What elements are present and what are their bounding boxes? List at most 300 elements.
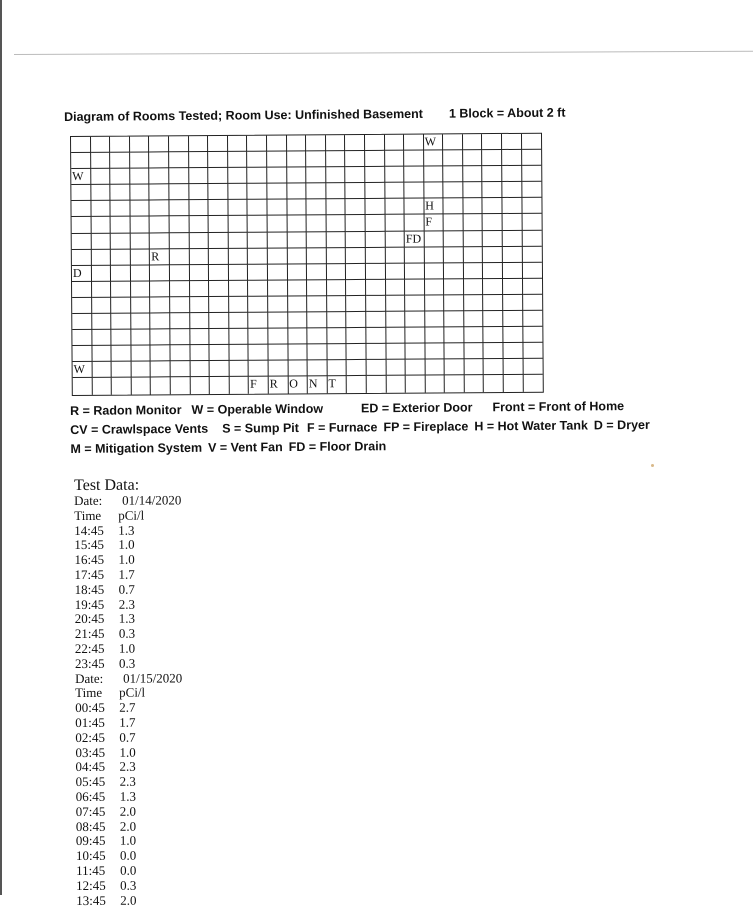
grid-cell [445, 376, 465, 392]
reading-row [76, 863, 183, 878]
grid-cell [405, 279, 425, 295]
grid-cell [346, 199, 366, 215]
grid-cell [385, 199, 405, 215]
reading-row [76, 893, 183, 908]
grid-cell [385, 151, 405, 167]
reading-value: 2.3 [119, 773, 136, 789]
grid-cell [366, 231, 386, 247]
reading-value: 2.0 [119, 803, 137, 819]
reading-value: 2.7 [119, 699, 136, 715]
grid-cell [307, 200, 327, 216]
grid-cell [130, 169, 150, 185]
grid-cell [209, 249, 229, 265]
grid-cell [327, 344, 347, 360]
grid-cell [425, 279, 445, 295]
grid-cell [464, 343, 484, 359]
grid-cell [151, 329, 171, 345]
grid-cell [268, 329, 288, 345]
grid-cell [347, 376, 367, 392]
grid-cell [347, 360, 367, 376]
grid-cell [267, 168, 287, 184]
grid-cell [71, 137, 91, 153]
time-header: Time [75, 685, 103, 701]
grid-cell [73, 378, 93, 394]
grid-cell [386, 280, 406, 296]
grid-cell [385, 263, 405, 279]
grid-marker: N [308, 377, 328, 393]
date-label: Date: [74, 492, 103, 508]
reading-value: 2.3 [118, 596, 135, 612]
diagram-title-line [64, 106, 566, 124]
grid-cell [228, 152, 248, 168]
grid-cell [308, 361, 328, 377]
grid-cell [326, 183, 346, 199]
grid-cell [347, 312, 367, 328]
grid-cell [170, 345, 190, 361]
grid-cell [189, 265, 209, 281]
grid-cell [522, 198, 542, 214]
grid-cell [112, 362, 132, 378]
grid-marker: F [424, 215, 444, 231]
date-row [75, 671, 182, 686]
grid-cell [131, 313, 151, 329]
grid-cell [503, 295, 523, 311]
grid-cell [523, 375, 543, 391]
reading-value: 1.3 [118, 611, 136, 627]
grid-cell [111, 233, 131, 249]
grid-cell [425, 360, 445, 376]
grid-cell [169, 152, 189, 168]
grid-cell [92, 378, 112, 394]
grid-cell [170, 249, 190, 265]
grid-cell [287, 264, 307, 280]
grid-cell [345, 135, 365, 151]
grid-cell [307, 232, 327, 248]
grid-cell [483, 166, 503, 182]
grid-cell [504, 375, 524, 391]
reading-value: 0.0 [120, 862, 137, 878]
grid-cell [482, 134, 502, 150]
grid-cell [130, 136, 150, 152]
grid-cell [404, 151, 424, 167]
grid-cell [130, 153, 150, 169]
grid-cell [483, 247, 503, 263]
grid-cell [483, 182, 503, 198]
grid-cell [288, 280, 308, 296]
grid-cell [71, 201, 91, 217]
grid-cell [287, 135, 307, 151]
grid-cell [267, 184, 287, 200]
grid-cell [444, 215, 464, 231]
grid-cell [111, 265, 131, 281]
legend-item: ED = Exterior Door [360, 400, 473, 416]
grid-cell [444, 279, 464, 295]
reading-time: 14:45 [74, 522, 104, 538]
grid-cell [170, 281, 190, 297]
reading-time: 02:45 [75, 729, 106, 745]
grid-cell [71, 185, 91, 201]
grid-cell [248, 200, 268, 216]
reading-time: 04:45 [75, 759, 106, 775]
grid-cell [327, 264, 347, 280]
reading-row [75, 597, 182, 612]
grid-cell [425, 263, 445, 279]
grid-cell [229, 345, 249, 361]
grid-cell [504, 343, 524, 359]
grid-cell [190, 377, 210, 393]
grid-cell [464, 231, 484, 247]
grid-cell [386, 376, 406, 392]
grid-cell [484, 295, 504, 311]
grid-cell [385, 231, 405, 247]
reading-row [74, 567, 181, 582]
reading-row [76, 775, 183, 790]
grid-cell [346, 232, 366, 248]
grid-cell [170, 217, 190, 233]
grid-cell [463, 166, 483, 182]
grid-cell [131, 330, 151, 346]
grid-cell [306, 151, 326, 167]
grid-cell [425, 295, 445, 311]
grid-cell [444, 247, 464, 263]
grid-cell [72, 217, 92, 233]
grid-cell [190, 345, 210, 361]
grid-cell [269, 361, 289, 377]
legend [64, 397, 650, 459]
legend-item: M = Mitigation System [70, 440, 203, 456]
grid-cell [503, 214, 523, 230]
grid-cell [483, 279, 503, 295]
grid-cell [210, 345, 230, 361]
grid-cell [385, 183, 405, 199]
grid-cell [130, 233, 150, 249]
grid-cell [150, 233, 170, 249]
grid-cell [210, 377, 230, 393]
grid-cell [72, 250, 92, 266]
grid-cell [171, 361, 191, 377]
grid-cell [228, 200, 248, 216]
reading-time: 08:45 [75, 818, 106, 834]
grid-cell [170, 329, 190, 345]
grid-cell [190, 297, 210, 313]
legend-item: FP = Fireplace [383, 419, 469, 435]
grid-cell [444, 166, 464, 182]
grid-cell [111, 185, 131, 201]
grid-cell [288, 345, 308, 361]
grid-cell [522, 214, 542, 230]
test-data-heading: Test Data: [74, 476, 140, 494]
grid-cell [425, 311, 445, 327]
grid-cell [306, 135, 326, 151]
grid-cell [327, 280, 347, 296]
grid-cell [170, 313, 190, 329]
grid-cell [406, 344, 426, 360]
grid-cell [366, 360, 386, 376]
grid-cell [150, 281, 170, 297]
scale-note: 1 Block = About 2 ft [448, 105, 566, 121]
grid-cell [327, 328, 347, 344]
grid-cell [365, 151, 385, 167]
grid-cell [111, 201, 131, 217]
grid-cell [150, 265, 170, 281]
grid-cell [287, 184, 307, 200]
grid-cell [287, 151, 307, 167]
grid-cell [307, 248, 327, 264]
grid-cell [229, 281, 249, 297]
grid-cell [189, 152, 209, 168]
grid-cell [366, 296, 386, 312]
grid-cell [465, 376, 485, 392]
date-value: 01/14/2020 [122, 492, 182, 508]
grid-cell [189, 233, 209, 249]
reading-row [75, 745, 182, 760]
grid-cell [464, 247, 484, 263]
grid-cell [110, 137, 130, 153]
grid-cell [443, 134, 463, 150]
reading-value: 1.3 [119, 788, 136, 804]
grid-cell [287, 248, 307, 264]
reading-value: 1.0 [118, 640, 136, 656]
scan-left-edge [0, 0, 2, 895]
grid-marker: W [424, 134, 444, 150]
reading-row [74, 538, 181, 553]
grid-cell [209, 297, 229, 313]
reading-row [76, 789, 183, 804]
grid-cell [72, 330, 92, 346]
grid-cell [405, 247, 425, 263]
reading-time: 15:45 [74, 537, 105, 553]
grid-cell [346, 280, 366, 296]
grid-cell [72, 233, 92, 249]
grid-cell [171, 378, 191, 394]
grid-cell [385, 167, 405, 183]
grid-cell [248, 280, 268, 296]
grid-cell [444, 199, 464, 215]
legend-item: H = Hot Water Tank [474, 418, 588, 434]
grid-cell [463, 215, 483, 231]
grid-cell [307, 280, 327, 296]
grid-cell [151, 346, 171, 362]
grid-cell [288, 328, 308, 344]
grid-cell [248, 216, 268, 232]
grid-cell [347, 344, 367, 360]
grid-cell [209, 281, 229, 297]
grid-cell [288, 361, 308, 377]
grid-cell [267, 152, 287, 168]
grid-cell [445, 311, 465, 327]
grid-cell [464, 263, 484, 279]
reading-time: 16:45 [74, 552, 105, 568]
reading-time: 03:45 [75, 744, 106, 760]
reading-row [74, 553, 181, 568]
reading-value: 0.7 [118, 581, 135, 597]
grid-cell [366, 264, 386, 280]
grid-cell [248, 248, 268, 264]
reading-value: 0.0 [119, 847, 137, 863]
grid-cell [229, 297, 249, 313]
reading-value: 0.3 [120, 877, 137, 893]
grid-cell [502, 182, 522, 198]
unit-header: pCi/l [118, 507, 145, 523]
grid-cell [131, 249, 151, 265]
grid-cell [366, 312, 386, 328]
grid-cell [208, 168, 228, 184]
grid-cell [484, 375, 504, 391]
grid-marker: H [424, 199, 444, 215]
reading-row [75, 760, 182, 775]
grid-cell [268, 280, 288, 296]
grid-cell [367, 376, 387, 392]
grid-cell [229, 377, 249, 393]
grid-cell [523, 279, 543, 295]
reading-time: 11:45 [76, 862, 106, 878]
grid-cell [464, 295, 484, 311]
grid-cell [248, 168, 268, 184]
grid-cell [327, 312, 347, 328]
grid-cell [386, 328, 406, 344]
reading-row [76, 804, 183, 819]
reading-value: 0.7 [119, 729, 136, 745]
grid-cell [445, 360, 465, 376]
reading-time: 09:45 [75, 833, 106, 849]
grid-cell [91, 137, 111, 153]
grid-cell [405, 312, 425, 328]
grid-cell [326, 199, 346, 215]
grid-cell [306, 183, 326, 199]
grid-cell [150, 217, 170, 233]
grid-cell [149, 136, 169, 152]
grid-cell [228, 216, 248, 232]
reading-value: 1.3 [118, 522, 135, 538]
grid-cell [229, 361, 249, 377]
grid-cell [307, 328, 327, 344]
grid-cell [92, 314, 112, 330]
grid-marker: R [150, 249, 170, 265]
grid-cell [503, 230, 523, 246]
grid-cell [503, 327, 523, 343]
reading-time: 20:45 [74, 611, 105, 627]
reading-value: 1.0 [118, 537, 135, 553]
reading-value: 1.7 [119, 714, 136, 730]
grid-cell [326, 232, 346, 248]
reading-row [75, 582, 182, 597]
grid-cell [483, 150, 503, 166]
grid-cell [170, 265, 190, 281]
grid-cell [463, 198, 483, 214]
grid-cell [112, 378, 132, 394]
grid-cell [112, 346, 132, 362]
grid-cell [405, 295, 425, 311]
grid-cell [150, 185, 170, 201]
grid-cell [385, 247, 405, 263]
reading-row [75, 730, 182, 745]
grid-cell [503, 263, 523, 279]
grid-cell [287, 168, 307, 184]
grid-cell [523, 262, 543, 278]
grid-cell [346, 183, 366, 199]
grid-cell [307, 216, 327, 232]
grid-cell [130, 217, 150, 233]
grid-cell [151, 297, 171, 313]
grid-cell [189, 200, 209, 216]
grid-cell [268, 248, 288, 264]
grid-cell [464, 327, 484, 343]
grid-cell [268, 264, 288, 280]
reading-value: 0.3 [118, 625, 136, 641]
grid-cell [307, 312, 327, 328]
column-header-row [74, 508, 181, 523]
reading-value: 1.0 [118, 551, 135, 567]
legend-item: R = Radon Monitor [70, 402, 182, 418]
grid-cell [189, 184, 209, 200]
grid-cell [463, 134, 483, 150]
legend-item: W = Operable Window [191, 401, 324, 417]
grid-cell [249, 361, 269, 377]
grid-cell [405, 199, 425, 215]
grid-cell [130, 185, 150, 201]
grid-cell [366, 280, 386, 296]
grid-cell [209, 265, 229, 281]
grid-marker: FD [405, 231, 425, 247]
grid-cell [464, 279, 484, 295]
grid-cell [424, 167, 444, 183]
reading-row [74, 523, 181, 538]
grid-cell [131, 297, 151, 313]
grid-cell [327, 248, 347, 264]
grid-cell [425, 344, 445, 360]
grid-cell [444, 231, 464, 247]
reading-value: 2.0 [119, 818, 137, 834]
grid-cell [346, 248, 366, 264]
grid-cell [91, 233, 111, 249]
reading-row [75, 701, 182, 716]
grid-cell [92, 282, 112, 298]
grid-cell [131, 281, 151, 297]
grid-cell [386, 312, 406, 328]
grid-cell [365, 167, 385, 183]
grid-cell [150, 201, 170, 217]
grid-cell [366, 328, 386, 344]
grid-cell [268, 216, 288, 232]
grid-cell [404, 135, 424, 151]
grid-cell [169, 184, 189, 200]
grid-cell [345, 151, 365, 167]
reading-value: 2.0 [120, 892, 137, 908]
grid-cell [287, 216, 307, 232]
grid-cell [149, 152, 169, 168]
grid-cell [522, 150, 542, 166]
grid-cell [444, 183, 464, 199]
reading-row [75, 612, 182, 627]
grid-cell [327, 360, 347, 376]
grid-cell [326, 167, 346, 183]
grid-cell [229, 248, 249, 264]
legend-item: Front = Front of Home [492, 399, 625, 415]
reading-time: 10:45 [75, 847, 106, 864]
grid-cell [463, 182, 483, 198]
grid-cell [111, 281, 131, 297]
grid-cell [405, 215, 425, 231]
grid-cell [209, 232, 229, 248]
date-row [74, 493, 181, 508]
grid-cell [523, 359, 543, 375]
grid-cell [406, 360, 426, 376]
grid-cell [92, 298, 112, 314]
legend-line [64, 435, 650, 459]
grid-cell [248, 184, 268, 200]
legend-item: FD = Floor Drain [288, 439, 387, 455]
grid-marker: F [249, 377, 269, 393]
